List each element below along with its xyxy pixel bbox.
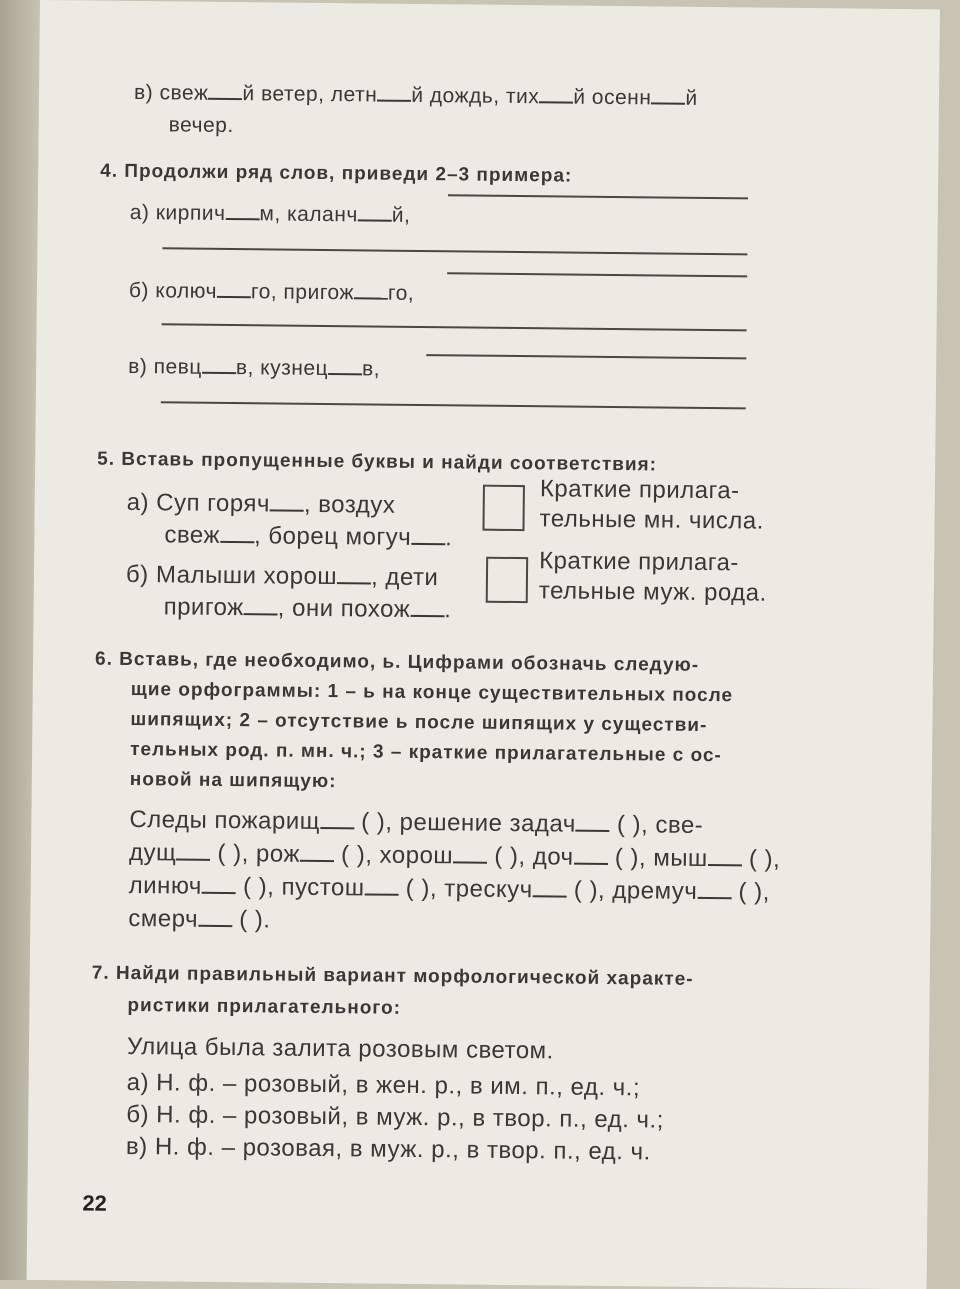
task6-line4: тельных род. п. мн. ч.; 3 – краткие прилагательные с ос- (130, 738, 722, 767)
task7-option-c: в) Н. ф. – розовая, в муж. р., в твор. п., ед. ч. (125, 1132, 651, 1166)
task5-option2-line2: тельные муж. рода. (538, 577, 767, 607)
task6-words-line4: смерч ( ). (128, 904, 271, 934)
task6-line1: 6. Вставь, где необходимо, ь. Цифрами обозначь следую- (94, 648, 700, 676)
task6-words-line1: Следы пожарищ ( ), решение задач ( ), све- (129, 805, 704, 839)
task5-option1-line2: тельные мн. числа. (539, 505, 765, 535)
task6-line5: новой на шипящую: (129, 768, 337, 793)
task4-item-c: в) певц в, кузнец в, (128, 354, 381, 381)
task4-title: 4. Продолжи ряд слов, приведи 2–3 примера: (100, 160, 573, 187)
top-exercise-cont: вечер. (168, 113, 234, 138)
match-box-1[interactable] (482, 485, 524, 531)
task5-option2-line1: Краткие прилага- (539, 547, 740, 577)
top-exercise-line: в) свеж й ветер, летн й дождь, тих й осенн й (133, 80, 698, 110)
task6-words-line3: линюч ( ), пустош ( ), трескуч ( ), дремуч ( ), (128, 871, 770, 906)
answer-line[interactable] (447, 272, 747, 277)
task5-b-line1: б) Малыши хорош , дети (125, 560, 439, 592)
answer-line[interactable] (426, 354, 746, 359)
answer-line[interactable] (162, 247, 747, 255)
task7-option-a: а) Н. ф. – розовый, в жен. р., в им. п., ед. ч.; (126, 1068, 641, 1102)
task7-option-b: б) Н. ф. – розовый, в муж. р., в твор. п., ед. ч.; (126, 1100, 664, 1134)
task5-b-line2: пригож , они похож . (163, 593, 452, 624)
task5-a-line1: а) Суп горяч , воздух (126, 488, 396, 519)
task7-line2: ристики прилагательного: (127, 994, 402, 1019)
task5-a-line2: свеж , борец могуч . (164, 521, 453, 552)
task5-title: 5. Вставь пропущенные буквы и найди соответствия: (97, 448, 658, 476)
task4-item-b: б) колюч го, пригож го, (128, 278, 415, 305)
task4-item-a: а) кирпич м, каланч й, (129, 200, 411, 227)
task6-words-line2: дущ ( ), рож ( ), хорош ( ), доч ( ), мыш ( ), (128, 838, 781, 873)
page-number: 22 (82, 1190, 108, 1216)
answer-line[interactable] (448, 194, 748, 199)
task7-line1: 7. Найди правильный вариант морфологической характе- (91, 962, 694, 990)
match-box-2[interactable] (486, 557, 528, 603)
task7-sentence: Улица была залита розовым светом. (126, 1032, 554, 1065)
answer-line[interactable] (161, 401, 746, 409)
task6-line3: шипящих; 2 – отсутствие ь после шипящих у существи- (130, 708, 708, 737)
workbook-page (27, 0, 940, 1289)
task5-option1-line1: Краткие прилага- (539, 475, 740, 505)
task6-line2: щие орфограммы: 1 – ь на конце существительных после (130, 678, 734, 707)
answer-line[interactable] (162, 323, 747, 331)
